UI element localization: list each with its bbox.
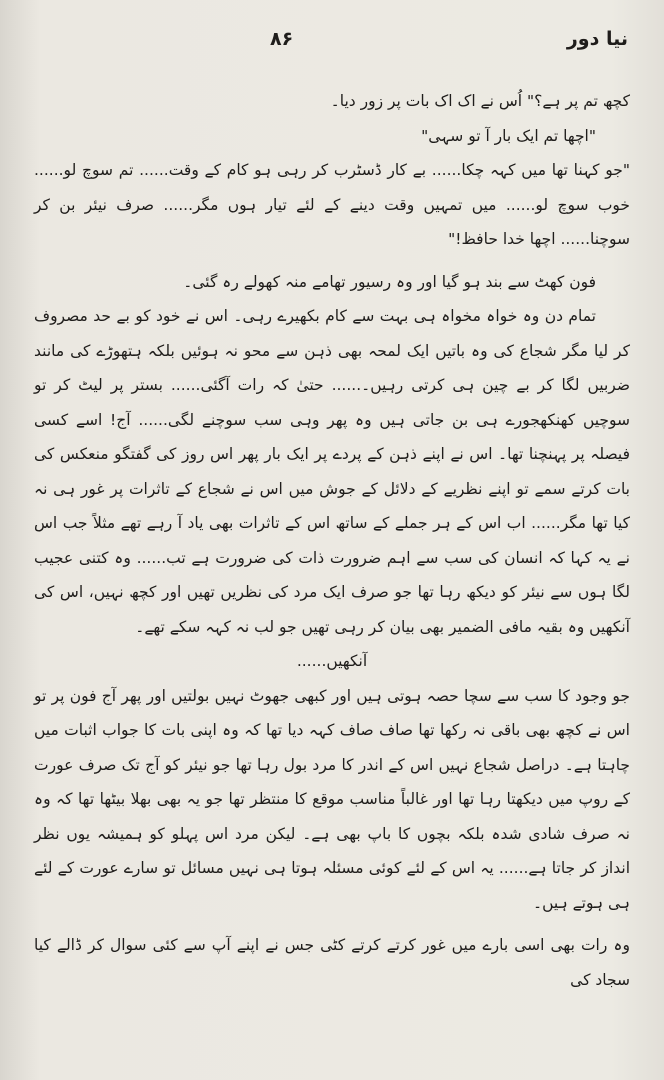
page-number: ۸۶	[270, 28, 294, 50]
page-header	[0, 28, 664, 58]
paragraph: کچھ تم پر ہے؟" اُس نے اک اک بات پر زور دیا۔	[330, 92, 630, 110]
paragraph: فون کھٹ سے بند ہو گیا اور وہ رسیور تھامے منہ کھولے رہ گئی۔	[183, 272, 596, 291]
paragraph: "جو کہنا تھا میں کہہ چکا...... بے کار ڈسٹرب کر رہی ہو کام کے وقت...... تم سوچ لو...... خوب سوچ لو...... میں تمہیں وقت دینے کے لئے تیار ہوں مگر...... صرف نیئر بن کر سوچنا...... اچھا خدا حافظ!"	[34, 161, 630, 248]
paragraph: وہ رات بھی اسی بارے میں غور کرتے کرتے کٹی جس نے اپنے آپ سے کئی سوال کر ڈالے کیا سجاد کی	[34, 936, 630, 989]
paragraph: "اچھا تم ایک بار آ تو سہی"	[421, 126, 596, 145]
paragraph: جو وجود کا سب سے سچا حصہ ہوتی ہیں اور کبھی جھوٹ نہیں بولتیں اور پھر آج فون پر تو اس نے کچھ بھی باقی نہ رکھا تھا صاف صاف کہہ دیا تھا کہ وہ اپنی بات کا جواب اثبات میں چاہتا ہے۔ دراصل شجاع نہیں اس کے اندر کا مرد بول رہا تھا جو نیئر کو آج تک صرف عورت کے روپ میں دیکھتا رہا تھا اور غالباً مناسب موقع کا منتظر تھا جو یہ بھی بھلا بیٹھا تھا کہ وہ نہ صرف شادی شدہ بلکہ بچوں کا باپ بھی ہے۔ لیکن مرد اس پہلو کو ہمیشہ یوں نظر انداز کر جاتا ہے...... یہ اس کے لئے کوئی مسئلہ ہوتا ہی نہیں مسائل تو سارے عورت کے لئے ہی ہوتے ہیں۔	[34, 686, 630, 912]
paragraph: آنکھیں......	[296, 652, 368, 670]
journal-title: نیا دور	[566, 28, 628, 50]
page-body	[34, 84, 630, 997]
paragraph: تمام دن وہ خواہ مخواہ ہی بہت سے کام بکھیرے رہی۔ اس نے خود کو بے حد مصروف کر لیا مگر شجاع کی وہ باتیں ایک لمحہ بھی ذہن سے محو نہ ہوئیں بلکہ ہتھوڑے کی مانند ضربیں لگا کر بے چین ہی کرتی رہیں۔...... حتیٰ کہ رات آگئی...... بستر پر لیٹ کر تو سوچیں کھنکھجورے ہی بن جاتی ہیں وہ پھر وہی سب سوچنے لگی...... آج! اسے کسی فیصلہ پر پہنچنا تھا۔ اس نے اپنے ذہن کے پردے پر ایک بار پھر اس روز کی گفتگو منعکس کی بات کرتے سمے تو اپنے نظریے کے دلائل کے جوش میں اس نے شجاع کے تاثرات پر غور ہی نہ کیا تھا مگر...... اب اس کے ہر جملے کے ساتھ اس کے تاثرات بھی یاد آ رہے تھے مثلاً جب اس نے یہ کہا کہ انسان کی سب سے اہم ضرورت ذات کی ضرورت ہے تب...... وہ کتنی عجیب لگا ہوں سے نیئر کو دیکھ رہا تھا جو صرف ایک مرد کی نظریں تھیں اور کچھ نہیں، اس کی آنکھیں وہ بقیہ مافی الضمیر بھی بیان کر رہی تھیں جو لب نہ کہہ سکے تھے۔	[34, 307, 630, 636]
